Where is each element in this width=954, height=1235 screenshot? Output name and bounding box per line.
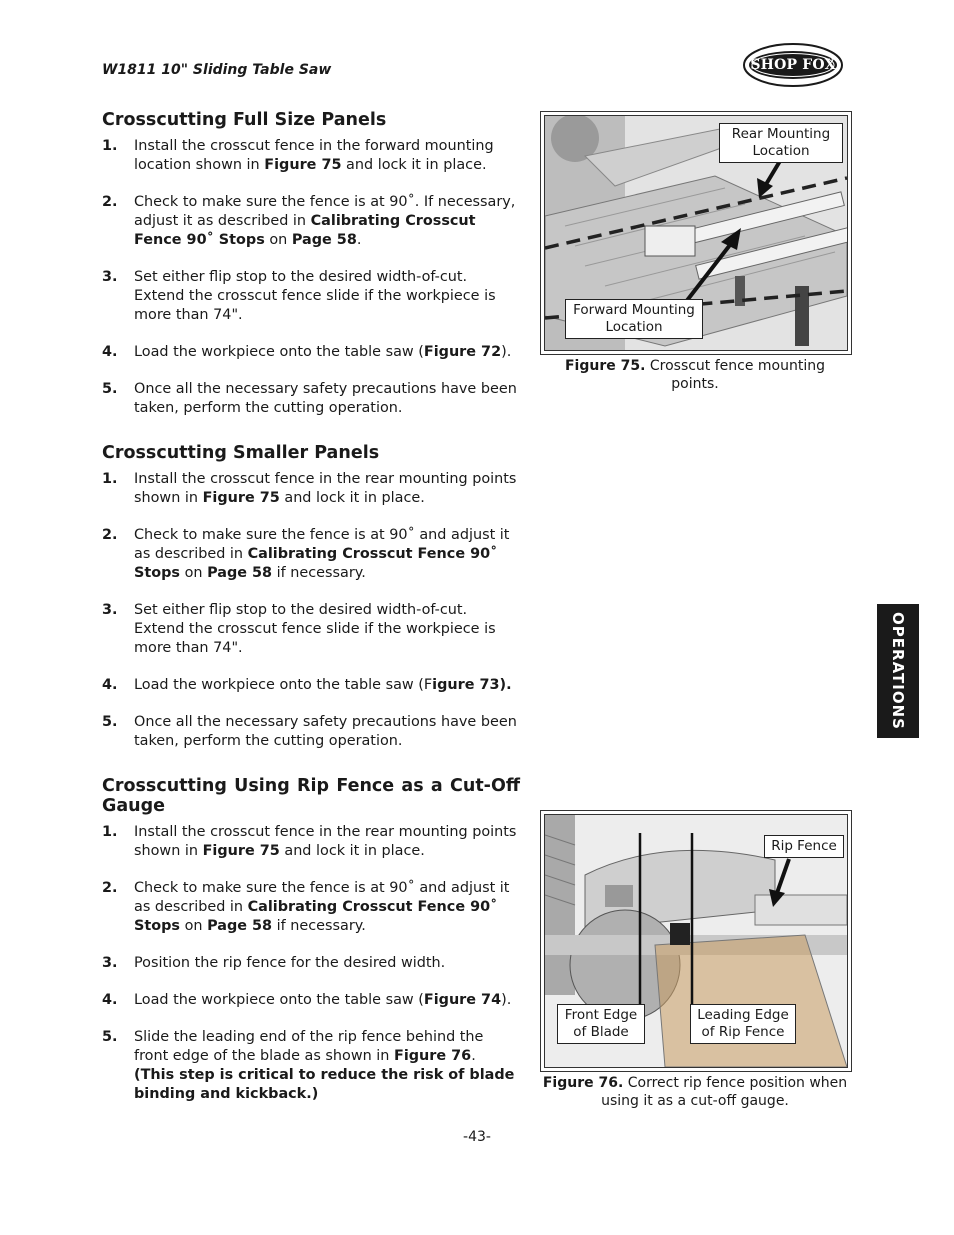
step-text: Position the rip fence for the desired width. — [134, 955, 446, 971]
step-text: . — [471, 1048, 476, 1064]
side-tab-label: OPERATIONS — [889, 612, 908, 730]
step-text: on — [180, 918, 208, 934]
step-bold-text: Calibrating Crosscut Fence 90˚ Stops — [134, 899, 498, 934]
step-item — [102, 526, 520, 583]
step-number: 1. — [102, 824, 118, 840]
figure-76 — [540, 810, 852, 1072]
step-item — [102, 676, 520, 695]
step-text: and lock it in place. — [279, 490, 425, 506]
figure-label: Figure 75. — [564, 358, 646, 374]
steps-list — [102, 470, 520, 769]
step-item — [102, 954, 520, 973]
step-number: 2. — [102, 880, 118, 896]
section-heading: Crosscutting Full Size Panels — [102, 110, 387, 130]
step-text: Once all the necessary safety precautions have been taken, perform the cutting operation. — [134, 381, 517, 416]
callout-rear-mounting: Rear Mounting Location — [719, 123, 843, 163]
step-bold-text: Figure 75 — [202, 490, 280, 506]
step-text: ). — [501, 344, 512, 360]
step-text: and lock it in place. — [279, 843, 425, 859]
shop-fox-logo — [742, 42, 844, 88]
step-bold-text: Figure 76 — [393, 1048, 472, 1064]
step-bold-text: Figure 75 — [264, 157, 342, 173]
callout-rip-fence: Rip Fence — [764, 835, 844, 858]
step-text: on — [180, 565, 208, 581]
figure-75-photo — [544, 115, 848, 351]
step-item — [102, 193, 520, 250]
figure-76-photo — [544, 814, 848, 1068]
step-item — [102, 713, 520, 751]
step-text: . — [356, 232, 362, 248]
step-bold-text: Page 58 — [207, 918, 273, 934]
step-item — [102, 268, 520, 325]
step-bold-text: Figure 72 — [423, 344, 502, 360]
step-bold-text: Calibrating Crosscut Fence 90˚ Stops — [134, 546, 498, 581]
step-number: 5. — [102, 714, 118, 730]
step-bold-text: Figure 75 — [202, 843, 280, 859]
step-text: Load the workpiece onto the table saw ( — [134, 344, 424, 360]
step-text: if necessary. — [272, 565, 366, 581]
step-item — [102, 380, 520, 418]
step-number: 4. — [102, 677, 118, 693]
logo-wordmark: SHOP FOX — [750, 57, 836, 73]
step-text: Install the crosscut fence in the rear mounting points shown in — [134, 471, 517, 506]
step-number: 1. — [102, 138, 118, 154]
step-number: 2. — [102, 194, 118, 210]
caption-text: Crosscut fence mounting points. — [645, 358, 826, 392]
step-number: 3. — [102, 955, 118, 971]
step-item — [102, 1028, 520, 1104]
step-number: 3. — [102, 602, 118, 618]
operations-side-tab — [877, 604, 919, 738]
step-text: Install the crosscut fence in the forward mounting location shown in — [134, 138, 494, 173]
step-text: Slide the leading end of the rip fence behind the front edge of the blade as shown in — [134, 1029, 484, 1064]
steps-list — [102, 137, 520, 436]
step-text: Set either flip stop to the desired width-of-cut. Extend the crosscut fence slide if the workpiece is more than 74". — [134, 269, 496, 323]
step-bold-text: Calibrating Crosscut Fence 90˚ Stops — [134, 213, 476, 248]
step-text: Check to make sure the fence is at 90˚ and adjust it as described in — [134, 880, 510, 915]
caption-text: Correct rip fence position when using it as a cut-off gauge. — [601, 1075, 848, 1109]
step-number: 5. — [102, 1029, 118, 1045]
figure-75-caption — [548, 357, 842, 393]
step-number: 4. — [102, 992, 118, 1008]
section-heading: Crosscutting Smaller Panels — [102, 443, 380, 463]
step-bold-text: igure 73). — [432, 677, 512, 693]
step-item — [102, 601, 520, 658]
steps-list — [102, 823, 520, 1122]
step-number: 2. — [102, 527, 118, 543]
step-item — [102, 137, 520, 175]
step-text: on — [264, 232, 292, 248]
step-text: if necessary. — [272, 918, 366, 934]
callout-leading-edge: Leading Edge of Rip Fence — [690, 1004, 796, 1044]
step-number: 5. — [102, 381, 118, 397]
step-text: Load the workpiece onto the table saw (F — [134, 677, 433, 693]
step-text: and lock it in place. — [341, 157, 487, 173]
step-item — [102, 879, 520, 936]
step-text: Load the workpiece onto the table saw ( — [134, 992, 424, 1008]
page-number: -43- — [463, 1129, 491, 1145]
step-text: Once all the necessary safety precautions have been taken, perform the cutting operation. — [134, 714, 517, 749]
step-item — [102, 343, 520, 362]
step-text: Check to make sure the fence is at 90˚ and adjust it as described in — [134, 527, 510, 562]
step-number: 4. — [102, 344, 118, 360]
step-item — [102, 823, 520, 861]
step-bold-text: Figure 74 — [423, 992, 502, 1008]
callout-forward-mounting: Forward Mounting Location — [565, 299, 703, 339]
step-number: 3. — [102, 269, 118, 285]
step-bold-text: (This step is critical to reduce the risk of blade binding and kickback.) — [134, 1067, 515, 1102]
step-bold-text: Page 58 — [291, 232, 357, 248]
step-number: 1. — [102, 471, 118, 487]
section-heading: Crosscutting Using Rip Fence as a Cut-Off Gauge — [102, 776, 520, 816]
step-bold-text: Page 58 — [207, 565, 273, 581]
step-item — [102, 991, 520, 1010]
step-text: Set either flip stop to the desired width-of-cut. Extend the crosscut fence slide if the workpiece is more than 74". — [134, 602, 496, 656]
manual-title: W1811 10" Sliding Table Saw — [102, 62, 332, 78]
step-text: Check to make sure the fence is at 90˚. If necessary, adjust it as described in — [134, 194, 516, 229]
figure-label: Figure 76. — [542, 1075, 624, 1091]
step-item — [102, 470, 520, 508]
step-text: Install the crosscut fence in the rear mounting points shown in — [134, 824, 517, 859]
figure-76-caption — [536, 1074, 854, 1110]
callout-front-edge-blade: Front Edge of Blade — [557, 1004, 645, 1044]
figure-75 — [540, 111, 852, 355]
step-text: ). — [501, 992, 512, 1008]
